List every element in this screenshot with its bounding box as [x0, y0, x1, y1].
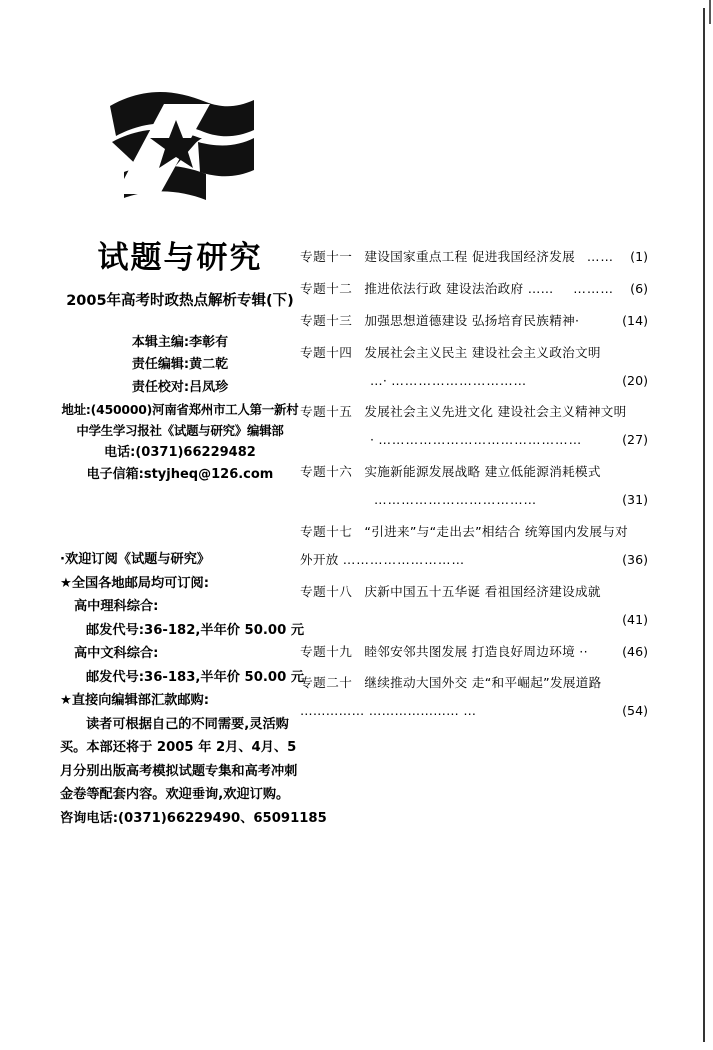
journal-title: 试题与研究 [97, 240, 263, 276]
toc-title: 发展社会主义民主 建设社会主义政治文明 [364, 344, 601, 360]
toc-topic-label: 专题十四 [300, 344, 353, 360]
toc-title-continuation: · [370, 432, 375, 448]
subscribe-bullet-postoffice: ★全国各地邮局均可订阅: [60, 575, 209, 591]
toc-topic-label: 专题十九 [300, 643, 353, 659]
toc-leader-dots: ………………………… [391, 372, 528, 388]
publisher-logo [102, 86, 262, 206]
toc-entry[interactable] [300, 674, 648, 721]
masthead-telephone: 电话:(0371)66229482 [104, 444, 256, 460]
toc-topic-label: 专题十一 [300, 249, 353, 264]
masthead-responsible-editor: 责任编辑:黄二乾 [131, 357, 229, 373]
toc-page-number: (6) [630, 280, 648, 296]
toc-title: 建设国家重点工程 促进我国经济发展 [364, 249, 575, 264]
toc-entry[interactable] [300, 248, 648, 267]
logo-icon [102, 86, 262, 206]
toc-topic-label: 专题十二 [300, 280, 353, 296]
masthead-email: 电子信箱:styjheq@126.com [86, 467, 274, 483]
toc-topic-label: 专题十七 [300, 524, 353, 540]
toc-title-continuation: 外开放 [300, 551, 339, 567]
subscribe-science-value: 邮发代号:36-182,半年价 50.00 元 [86, 622, 305, 638]
toc-title: 实施新能源发展战略 建立低能源消耗模式 [364, 464, 601, 480]
toc-title: “引进来”与“走出去”相结合 统筹国内发展与对 [364, 524, 629, 540]
masthead-proofreader: 责任校对:吕凤珍 [131, 379, 229, 395]
toc-topic-label: 专题十三 [300, 312, 353, 328]
toc-topic-label: 专题十五 [300, 404, 353, 420]
toc-entry[interactable] [300, 312, 648, 331]
subscribe-welcome: ·欢迎订阅《试题与研究》 [60, 552, 211, 568]
toc-title: 加强思想道德建设 弘扬培育民族精神· [364, 312, 580, 328]
toc-leader-dots: ……………………………… [374, 492, 538, 508]
toc-entry[interactable] [300, 643, 648, 662]
masthead-block [60, 332, 300, 486]
toc-title: 睦邻安邻共图发展 打造良好周边环境 ·· [364, 643, 588, 659]
toc-page-number: (20) [622, 372, 648, 388]
page-edge-right [703, 8, 705, 1042]
toc-title: 庆新中国五十五华诞 看祖国经济建设成就 [364, 583, 601, 599]
toc-page-number: (36) [622, 551, 648, 567]
journal-subtitle: 2005年高考时政热点解析专辑(下) [66, 293, 294, 309]
page-edge-left [0, 0, 6, 1050]
toc-page-number: (54) [622, 703, 648, 719]
subscribe-bullet-direct: ★直接向编辑部汇款邮购: [60, 693, 209, 709]
toc-page-number: (41) [622, 611, 648, 627]
masthead-address-line2: 中学生学习报社《试题与研究》编辑部 [76, 423, 284, 439]
toc-entry[interactable] [300, 344, 648, 391]
toc-entry[interactable] [300, 583, 648, 630]
masthead-address-line1: 地址:(450000)河南省郑州市工人第一新村 [61, 402, 299, 418]
toc-title: 继续推动大国外交 走“和平崛起”发展道路 [364, 675, 602, 691]
masthead-chief-editor: 本辑主编:李彰有 [131, 335, 229, 350]
table-of-contents [300, 248, 648, 734]
toc-topic-label: 专题二十 [300, 675, 353, 691]
toc-leader-dots: ……………………………………… [378, 432, 583, 448]
subscribe-arts-label: 高中文科综合: [74, 646, 159, 662]
toc-entry[interactable] [300, 523, 648, 570]
toc-title-continuation: …………… ………………… … [300, 703, 477, 719]
toc-page-number: (1) [630, 249, 648, 264]
toc-leader-dots: ……… [573, 280, 614, 296]
subscribe-science-label: 高中理科综合: [74, 599, 159, 615]
toc-entry[interactable] [300, 280, 648, 299]
toc-title: 推进依法行政 建设法治政府 …… [364, 280, 554, 296]
toc-page-number: (46) [622, 643, 648, 659]
toc-title-continuation: …· [370, 372, 388, 388]
toc-page-number: (31) [622, 492, 648, 508]
toc-topic-label: 专题十六 [300, 464, 353, 480]
toc-leader-dots: …… [586, 249, 614, 264]
toc-page-number: (14) [622, 312, 648, 328]
toc-page-number: (27) [622, 432, 648, 448]
page-edge-right-top [709, 0, 711, 24]
toc-entry[interactable] [300, 463, 648, 510]
toc-leader-dots: ……………………… [342, 551, 466, 567]
subscribe-arts-value: 邮发代号:36-183,半年价 50.00 元 [86, 669, 305, 685]
toc-topic-label: 专题十八 [300, 583, 353, 599]
toc-title: 发展社会主义先进文化 建设社会主义精神文明 [364, 404, 627, 420]
subscribe-paragraph: 读者可根据自己的不同需要,灵活购买。本部还将于 2005 年 2月、4月、5月分别出版高考模拟试题专集和高考冲刺金卷等配套内容。欢迎垂询,欢迎订购。 [60, 716, 298, 803]
toc-entry[interactable] [300, 403, 648, 450]
subscribe-phone: 咨询电话:(0371)66229490、65091185 [60, 810, 327, 826]
